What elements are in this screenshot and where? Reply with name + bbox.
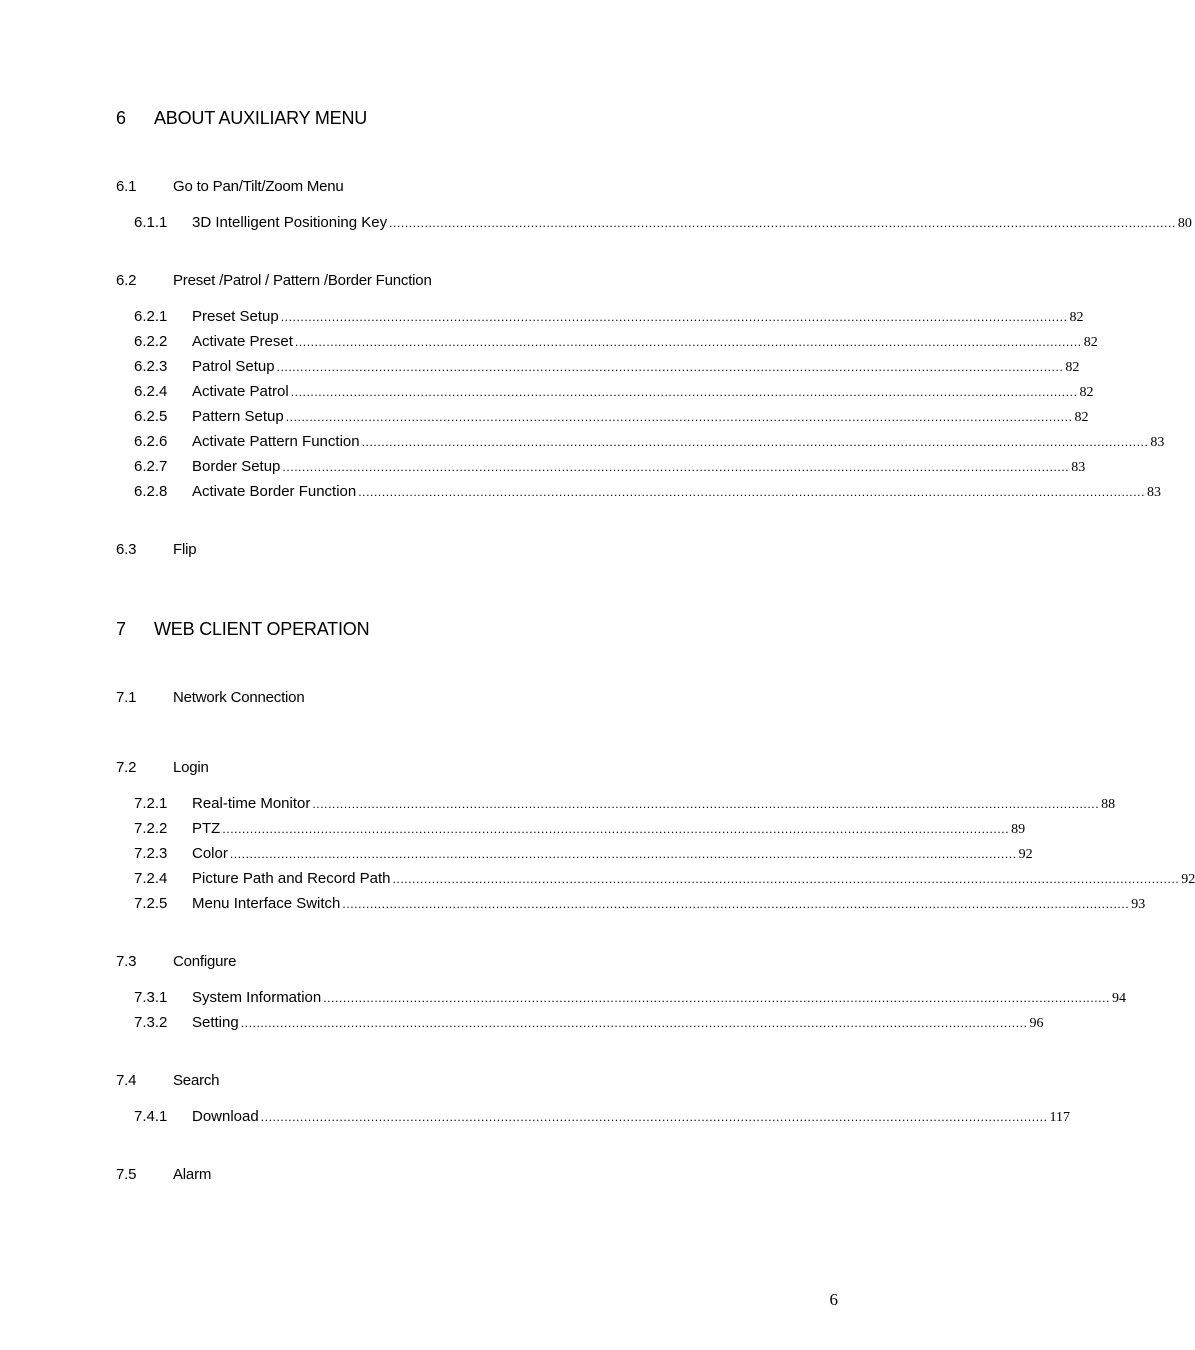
toc-entry[interactable] — [134, 458, 1086, 478]
entry-page-number: 117 — [1049, 1110, 1070, 1125]
toc-entry[interactable] — [134, 895, 1146, 915]
entry-title: Picture Path and Record Path — [192, 870, 391, 887]
section-number: 7.3 — [116, 953, 137, 970]
section-number: 7.5 — [116, 1166, 137, 1183]
entry-page-number: 93 — [1131, 897, 1146, 912]
entry-title: Patrol Setup — [192, 358, 275, 375]
toc-entry[interactable] — [134, 1014, 1044, 1034]
entry-number: 7.4.1 — [134, 1108, 168, 1125]
page-number: 6 — [829, 1290, 838, 1309]
chapter-number: 6 — [116, 108, 126, 128]
entry-title: Activate Patrol — [192, 383, 289, 400]
dot-leader: ........................................................................................................................................................................................................ — [282, 460, 1070, 474]
entry-number: 6.2.8 — [134, 483, 168, 500]
entry-number: 7.3.1 — [134, 989, 168, 1006]
toc-entry[interactable] — [134, 383, 1094, 403]
entry-number: 6.1.1 — [134, 214, 168, 231]
chapter-number: 7 — [116, 619, 126, 639]
section-title[interactable]: Network Connection — [173, 689, 305, 706]
entry-number: 6.2.5 — [134, 408, 168, 425]
entry-page-number: 94 — [1112, 991, 1127, 1006]
section-number: 6.3 — [116, 541, 137, 558]
entry-page-number: 82 — [1069, 310, 1084, 325]
entry-number: 6.2.4 — [134, 383, 168, 400]
dot-leader: ........................................................................................................................................................................................................ — [392, 872, 1180, 886]
dot-leader: ........................................................................................................................................................................................................ — [229, 847, 1017, 861]
toc-entry[interactable] — [134, 408, 1089, 428]
entry-title: Activate Preset — [192, 333, 293, 350]
entry-page-number: 83 — [1150, 435, 1165, 450]
dot-leader: ........................................................................................................................................................................................................ — [361, 435, 1149, 449]
entry-title: Preset Setup — [192, 308, 279, 325]
entry-number: 6.2.1 — [134, 308, 168, 325]
entry-number: 7.2.1 — [134, 795, 168, 812]
toc-entry[interactable] — [134, 433, 1165, 453]
toc-entry[interactable] — [134, 483, 1162, 503]
dot-leader: ........................................................................................................................................................................................................ — [260, 1110, 1048, 1124]
dot-leader: ........................................................................................................................................................................................................ — [280, 310, 1068, 324]
chapter-title[interactable]: WEB CLIENT OPERATION — [154, 619, 370, 639]
entry-page-number: 80 — [1177, 216, 1192, 231]
entry-page-number: 82 — [1079, 385, 1094, 400]
dot-leader: ........................................................................................................................................................................................................ — [312, 797, 1100, 811]
section-title[interactable]: Search — [173, 1072, 220, 1089]
entry-number: 6.2.6 — [134, 433, 168, 450]
entry-number: 7.2.5 — [134, 895, 168, 912]
entry-number: 6.2.7 — [134, 458, 168, 475]
dot-leader: ........................................................................................................................................................................................................ — [290, 385, 1078, 399]
section-number: 6.1 — [116, 178, 137, 195]
toc-entry[interactable] — [134, 333, 1098, 353]
chapter-title[interactable]: ABOUT AUXILIARY MENU — [154, 108, 368, 128]
entry-page-number: 83 — [1147, 485, 1162, 500]
entry-number: 6.2.2 — [134, 333, 168, 350]
toc-entry[interactable] — [134, 358, 1080, 378]
entry-number: 7.3.2 — [134, 1014, 168, 1031]
section-title[interactable]: Login — [173, 759, 209, 776]
entry-number: 6.2.3 — [134, 358, 168, 375]
entry-page-number: 96 — [1029, 1016, 1044, 1031]
entry-title: System Information — [192, 989, 322, 1006]
section-number: 7.2 — [116, 759, 137, 776]
section-number: 7.1 — [116, 689, 137, 706]
entry-page-number: 92 — [1018, 847, 1033, 862]
toc-entry[interactable] — [134, 820, 1026, 840]
entry-number: 7.2.3 — [134, 845, 168, 862]
dot-leader: ........................................................................................................................................................................................................ — [342, 897, 1130, 911]
entry-page-number: 92 — [1181, 872, 1195, 887]
entry-page-number: 82 — [1065, 360, 1080, 375]
entry-page-number: 82 — [1074, 410, 1089, 425]
section-number: 7.4 — [116, 1072, 137, 1089]
entry-title: Setting — [192, 1014, 239, 1031]
entry-title: Border Setup — [192, 458, 281, 475]
section-title[interactable]: Configure — [173, 953, 237, 970]
toc-entry[interactable] — [134, 308, 1084, 328]
entry-title: Pattern Setup — [192, 408, 284, 425]
toc-entry[interactable] — [134, 989, 1127, 1009]
toc-entry[interactable] — [134, 870, 1195, 890]
section-title[interactable]: Go to Pan/Tilt/Zoom Menu — [173, 178, 344, 195]
entry-title: Real-time Monitor — [192, 795, 311, 812]
toc-entry[interactable] — [134, 845, 1033, 865]
section-title[interactable]: Flip — [173, 541, 197, 558]
entry-page-number: 83 — [1071, 460, 1086, 475]
toc-entry[interactable] — [134, 795, 1116, 815]
entry-title: PTZ — [192, 820, 221, 837]
dot-leader: ........................................................................................................................................................................................................ — [294, 335, 1082, 349]
dot-leader: ........................................................................................................................................................................................................ — [285, 410, 1073, 424]
dot-leader: ........................................................................................................................................................................................................ — [240, 1016, 1028, 1030]
entry-number: 7.2.4 — [134, 870, 168, 887]
section-title[interactable]: Alarm — [173, 1166, 212, 1183]
entry-title: Activate Pattern Function — [192, 433, 360, 450]
entry-title: Color — [192, 845, 228, 862]
toc-entry[interactable] — [134, 214, 1192, 234]
dot-leader: ........................................................................................................................................................................................................ — [222, 822, 1010, 836]
dot-leader: ........................................................................................................................................................................................................ — [276, 360, 1064, 374]
entry-title: Activate Border Function — [192, 483, 357, 500]
dot-leader: ........................................................................................................................................................................................................ — [389, 216, 1176, 230]
entry-title: Menu Interface Switch — [192, 895, 341, 912]
entry-number: 7.2.2 — [134, 820, 168, 837]
section-title[interactable]: Preset /Patrol / Pattern /Border Function — [173, 272, 432, 289]
entry-page-number: 88 — [1101, 797, 1116, 812]
entry-title: Download — [192, 1108, 259, 1125]
entry-page-number: 82 — [1083, 335, 1098, 350]
section-number: 6.2 — [116, 272, 137, 289]
dot-leader: ........................................................................................................................................................................................................ — [358, 485, 1146, 499]
entry-page-number: 89 — [1011, 822, 1026, 837]
toc-entry[interactable] — [134, 1108, 1070, 1128]
dot-leader: ........................................................................................................................................................................................................ — [323, 991, 1111, 1005]
entry-title: 3D Intelligent Positioning Key — [192, 214, 388, 231]
